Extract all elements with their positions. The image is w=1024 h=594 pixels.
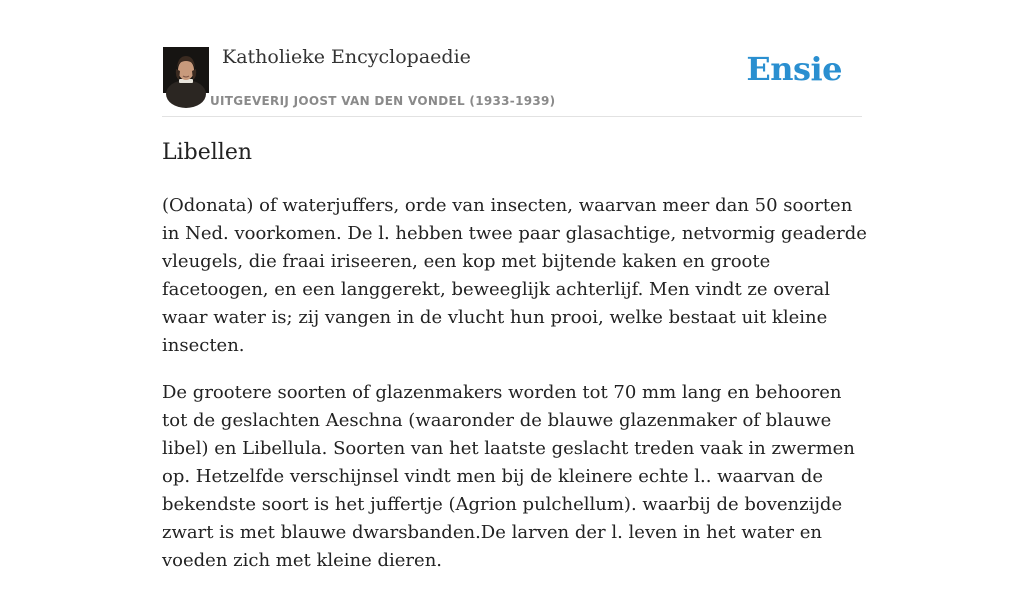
article-paragraph: (Odonata) of waterjuffers, orde van insecten, waarvan meer dan 50 soorten in Ned. voorkomen. De l. hebben twee paar glasachtige, netvormig geaderde vleugels, die fraai iriseeren, een kop met bijtende kaken en groote facetoogen, en een langgerekt, beweeglijk achterlijf. Men vindt ze overal waar water is; zij vangen in de vlucht hun prooi, welke bestaat uit kleine insecten. <box>162 195 867 356</box>
article-title: Libellen <box>162 140 253 165</box>
portrait-avatar[interactable] <box>163 47 209 93</box>
source-name[interactable]: Katholieke Encyclopaedie <box>222 46 471 68</box>
publisher-label: UITGEVERIJ JOOST VAN DEN VONDEL (1933-1939) <box>210 94 556 108</box>
brand-logo[interactable]: Ensie <box>746 50 842 88</box>
portrait-icon <box>163 47 209 93</box>
article-paragraph: De grootere soorten of glazenmakers worden tot 70 mm lang en behooren tot de geslachten Aeschna (waaronder de blauwe glazenmaker of blauwe libel) en Libellula. Soorten van het laatste geslacht treden vaak in zwermen op. Hetzelfde verschijnsel vindt men bij de kleinere echte l.. waarvan de bekendste soort is het juffertje (Agrion pulchellum). waarbij de bovenzijde zwart is met blauwe dwarsbanden.De larven der l. leven in het water en voeden zich met kleine dieren. <box>162 382 855 571</box>
source-header <box>162 40 862 117</box>
article-body <box>162 192 872 594</box>
